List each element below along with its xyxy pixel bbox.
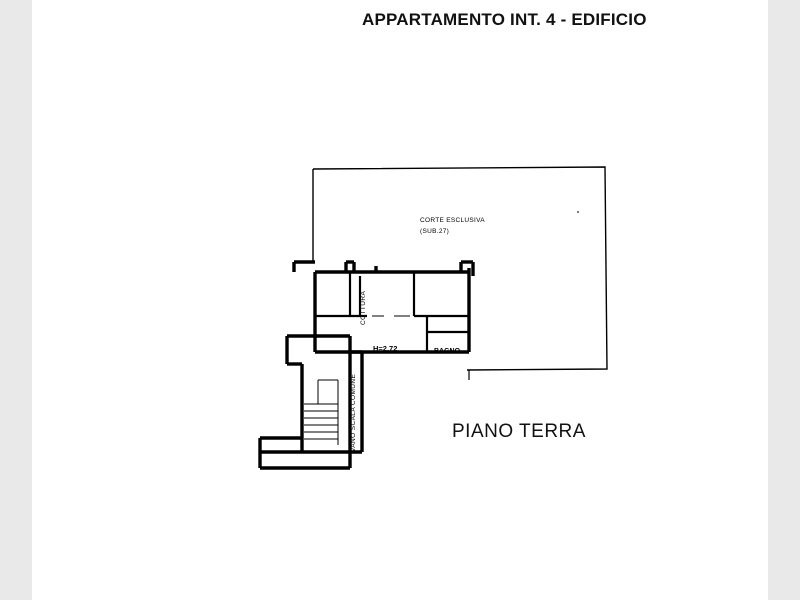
right-margin-bar <box>768 0 800 600</box>
floor-plan-drawing <box>32 0 768 600</box>
room-label-corte-esclusiva-line1: CORTE ESCLUSIVA <box>420 217 485 224</box>
courtyard-dot-marker <box>577 211 579 213</box>
room-label-corte-esclusiva-line2: (SUB.27) <box>420 228 450 235</box>
room-label-vano-scala-comune: VANO SCALA COMUNE <box>350 373 357 452</box>
left-margin-bar <box>0 0 32 600</box>
room-label-cottura: COTTURA <box>360 290 367 325</box>
drawing-sheet <box>32 0 768 600</box>
floor-level-label: PIANO TERRA <box>452 421 586 442</box>
page-title: APPARTAMENTO INT. 4 - EDIFICIO <box>362 10 647 29</box>
annotation-ceiling-height: H=2.72 <box>373 344 398 353</box>
room-label-bagno: BAGNO <box>434 348 461 355</box>
